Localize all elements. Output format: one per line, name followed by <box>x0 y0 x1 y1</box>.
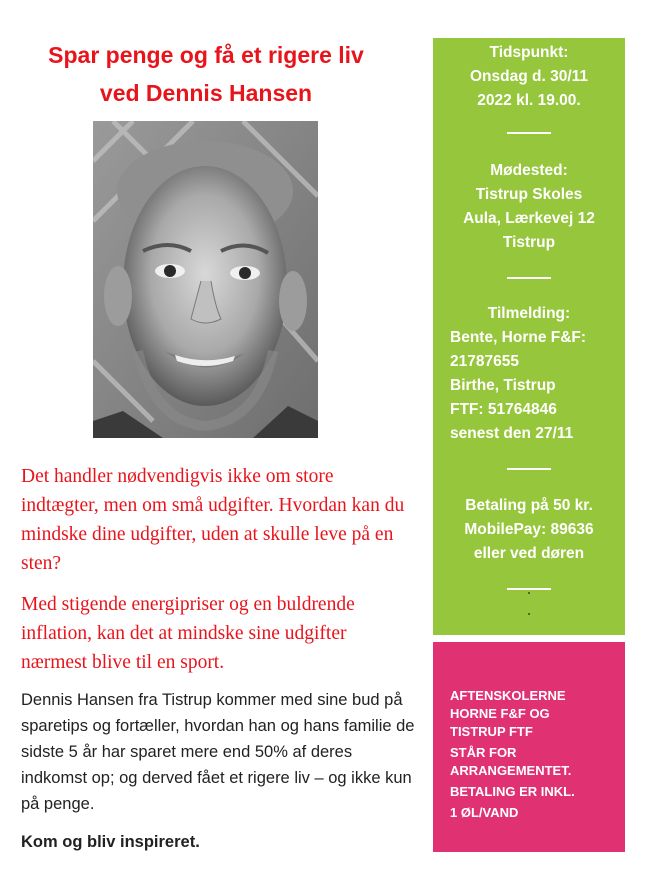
signup-line-3: Birthe, Tistrup <box>450 377 556 394</box>
divider <box>507 277 551 279</box>
time-line-2: 2022 kl. 19.00. <box>477 92 581 109</box>
organizer-line: ARRANGEMENTET. <box>450 763 572 778</box>
body-paragraph: Dennis Hansen fra Tistrup kommer med sine bud på sparetips og fortæller, hvordan han og hans familie de sidste 5 år har sparet mere end 50% af deres indkomst op; og derved fået et rigere liv – og ikke kun på penge. <box>21 691 415 813</box>
portrait-image <box>93 121 318 438</box>
organizer-line: 1 ØL/VAND <box>450 805 519 820</box>
title-line-1: Spar penge og få et rigere liv <box>48 42 364 68</box>
time-label: Tidspunkt: <box>489 44 569 61</box>
signup-line-2: 21787655 <box>450 353 519 370</box>
signup-line-1: Bente, Horne F&F: <box>450 329 587 346</box>
stray-dot <box>528 613 530 615</box>
signup-label: Tilmelding: <box>487 305 571 322</box>
signup-section <box>433 302 625 446</box>
organizer-line: AFTENSKOLERNE <box>450 688 566 703</box>
payment-line-2: MobilePay: 89636 <box>464 521 594 538</box>
intro-paragraph-1: Det handler nødvendigvis ikke om store indtægter, men om små udgifter. Hvordan kan du mindske dine udgifter, uden at skulle leve på en sten? <box>21 466 405 574</box>
divider <box>507 588 551 590</box>
venue-line-1: Tistrup Skoles <box>475 186 583 203</box>
payment-section <box>433 494 625 566</box>
payment-line-1: Betaling på 50 kr. <box>465 497 593 514</box>
signup-line-4: FTF: 51764846 <box>450 401 557 418</box>
venue-section <box>433 159 625 255</box>
venue-line-2: Aula, Lærkevej 12 <box>463 210 595 227</box>
venue-label: Mødested: <box>490 162 568 179</box>
time-section <box>433 41 625 113</box>
organizer-line: STÅR FOR <box>450 745 517 760</box>
intro-paragraph-2: Med stigende energipriser og en buldrende inflation, kan det at mindske sine udgifter nærmest blive til en sport. <box>21 594 355 673</box>
time-line-1: Onsdag d. 30/11 <box>469 68 589 85</box>
divider <box>507 132 551 134</box>
call-to-action: Kom og bliv inspireret. <box>21 833 200 851</box>
venue-line-3: Tistrup <box>502 234 556 251</box>
speaker-photo <box>93 121 318 438</box>
payment-line-3: eller ved døren <box>473 545 585 562</box>
flyer-title <box>0 36 412 112</box>
organizer-line: BETALING ER INKL. <box>450 784 575 799</box>
divider <box>507 468 551 470</box>
organizer-line: TISTRUP FTF <box>450 724 533 739</box>
organizer-box <box>433 642 625 852</box>
signup-line-5: senest den 27/11 <box>450 425 574 442</box>
organizer-line: HORNE F&F OG <box>450 706 550 721</box>
title-line-2: ved Dennis Hansen <box>99 80 313 106</box>
organizer-text <box>450 687 620 822</box>
stray-dot <box>528 592 530 594</box>
event-info-box <box>433 38 625 635</box>
